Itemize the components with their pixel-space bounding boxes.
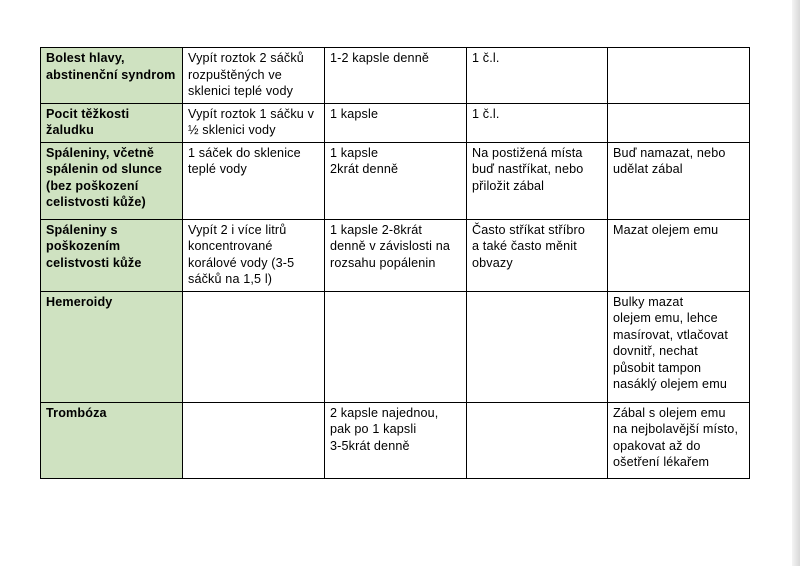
- table-cell: 1 kapsle: [325, 103, 467, 142]
- table-row: [41, 48, 750, 104]
- treatment-table: [40, 47, 750, 479]
- table-cell: Bulky mazat olejem emu, lehce masírovat, vtlačovat dovnitř, nechat působit tampon nasáklý olejem emu: [608, 291, 750, 402]
- table-cell: 1 kapsle 2krát denně: [325, 142, 467, 219]
- table-cell: Zábal s olejem emu na nejbolavější místo, opakovat až do ošetření lékařem: [608, 402, 750, 478]
- table-row: [41, 142, 750, 219]
- table-row: [41, 103, 750, 142]
- table-cell: 1 kapsle 2-8krát denně v závislosti na rozsahu popálenin: [325, 219, 467, 291]
- condition-cell: Trombóza: [41, 402, 183, 478]
- table-cell: [325, 291, 467, 402]
- table-cell: Často stříkat stříbro a také často měnit obvazy: [467, 219, 608, 291]
- table-cell: 1-2 kapsle denně: [325, 48, 467, 104]
- table-cell: 2 kapsle najednou, pak po 1 kapsli 3-5krát denně: [325, 402, 467, 478]
- table-cell: Vypít roztok 2 sáčků rozpuštěných ve sklenici teplé vody: [183, 48, 325, 104]
- page-edge-shadow: [792, 0, 800, 566]
- table-row: [41, 219, 750, 291]
- table-cell: Vypít roztok 1 sáčku v ½ sklenici vody: [183, 103, 325, 142]
- condition-cell: Spáleniny s poškozením celistvosti kůže: [41, 219, 183, 291]
- condition-cell: Spáleniny, včetně spálenin od slunce (bez poškození celistvosti kůže): [41, 142, 183, 219]
- table-cell: [467, 291, 608, 402]
- table-cell: Buď namazat, nebo udělat zábal: [608, 142, 750, 219]
- table-cell: Na postižená místa buď nastříkat, nebo přiložit zábal: [467, 142, 608, 219]
- table-row: [41, 402, 750, 478]
- table-cell: [467, 402, 608, 478]
- table-row: [41, 291, 750, 402]
- table-cell: [183, 402, 325, 478]
- table-cell: 1 č.l.: [467, 48, 608, 104]
- table-cell: Mazat olejem emu: [608, 219, 750, 291]
- table-cell: 1 č.l.: [467, 103, 608, 142]
- table-cell: [608, 103, 750, 142]
- condition-cell: Hemeroidy: [41, 291, 183, 402]
- table-cell: Vypít 2 i více litrů koncentrované korálové vody (3-5 sáčků na 1,5 l): [183, 219, 325, 291]
- table-cell: 1 sáček do sklenice teplé vody: [183, 142, 325, 219]
- table-cell: [183, 291, 325, 402]
- condition-cell: Pocit těžkosti žaludku: [41, 103, 183, 142]
- condition-cell: Bolest hlavy, abstinenční syndrom: [41, 48, 183, 104]
- table-cell: [608, 48, 750, 104]
